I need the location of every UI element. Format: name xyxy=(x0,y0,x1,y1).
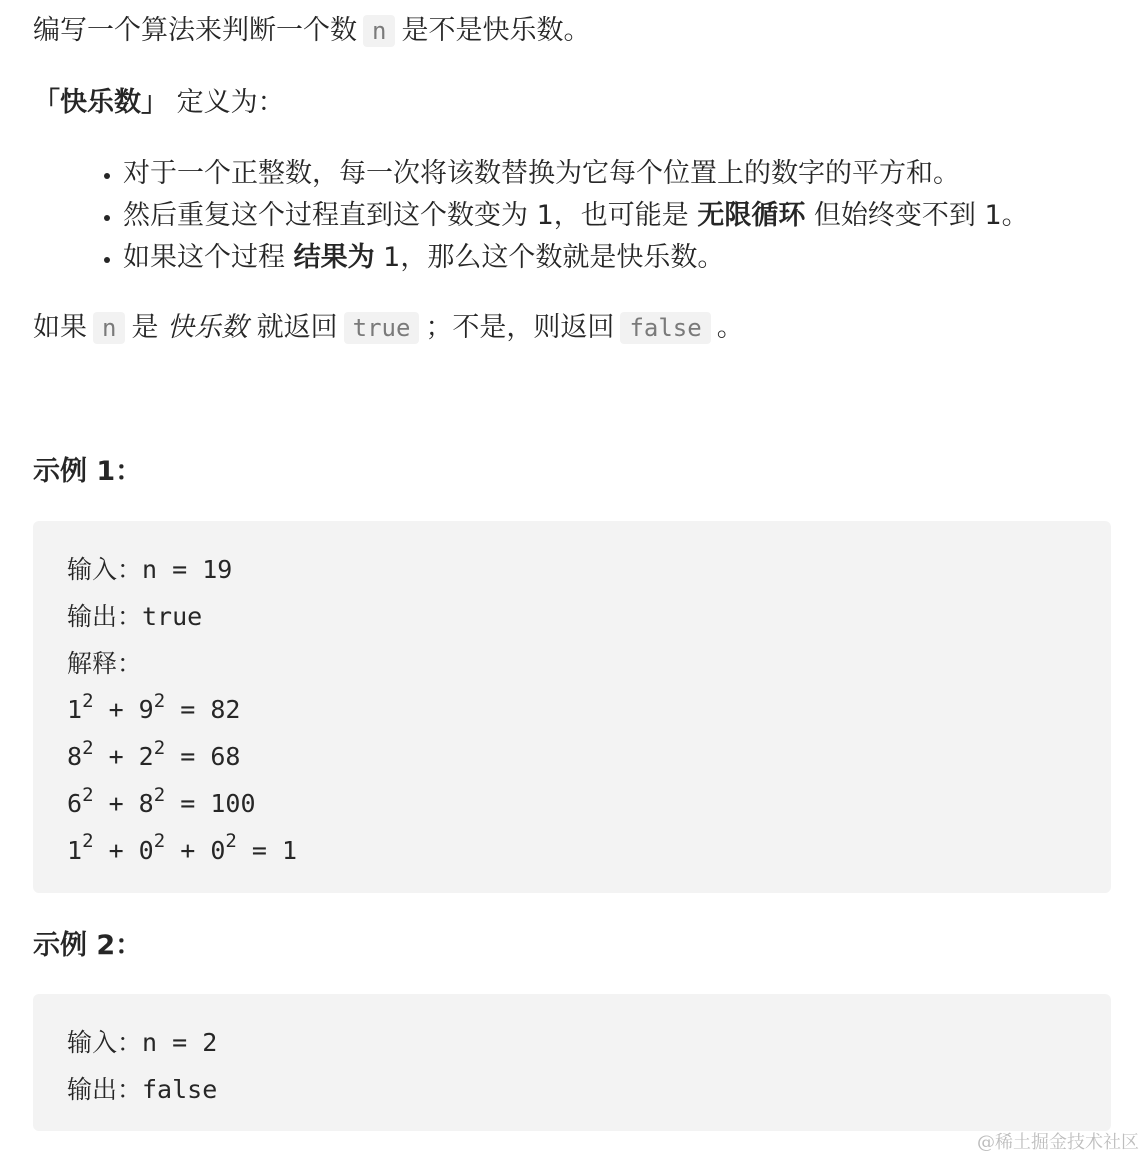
example-1-title: 示例 1： xyxy=(33,456,143,487)
inline-code-n: n xyxy=(93,312,125,344)
list-item: • 然后重复这个过程直到这个数变为 1，也可能是 无限循环 但始终变不到 1。 xyxy=(123,195,1029,237)
explain-steps xyxy=(67,687,1077,874)
bold-result: 结果为 xyxy=(293,242,375,273)
example-explain-label: 解释： xyxy=(67,648,143,678)
exponent: 2 xyxy=(225,830,237,853)
italic-term: 快乐数 xyxy=(167,312,249,343)
exponent: 2 xyxy=(82,690,94,713)
example-1-code-block xyxy=(33,521,1111,893)
explain-step: $8^2 + 2^2 = 68$ xyxy=(67,736,241,772)
example-2-title: 示例 2： xyxy=(33,930,143,961)
exponent: 2 xyxy=(153,783,166,806)
return-paragraph: 如果 n 是 快乐数 就返回 true ；不是，则返回 false 。 xyxy=(33,312,744,343)
intro-paragraph xyxy=(33,11,590,51)
list-item: • 对于一个正整数，每一次将该数替换为它每个位置上的数字的平方和。 xyxy=(123,153,1029,195)
example-input: 输入：n = 2 xyxy=(67,1028,218,1057)
inline-code-n: n xyxy=(363,15,395,47)
bold-infinite-loop: 无限循环 xyxy=(697,200,806,231)
term-happy-number: 「快乐数」 xyxy=(33,87,168,118)
example-2-code-block xyxy=(33,994,1111,1131)
watermark: @稀土掘金技术社区 xyxy=(977,1132,1139,1153)
list-item: • 如果这个过程 结果为 1，那么这个数就是快乐数。 xyxy=(123,237,1029,279)
intro-text: 编写一个算法来判断一个数 xyxy=(33,15,357,46)
inline-code-false: false xyxy=(620,312,710,344)
exponent: 2 xyxy=(82,783,94,806)
example-output: 输出：false xyxy=(67,1074,218,1104)
definition-text: 定义为： xyxy=(176,87,285,118)
explain-step: $1^2 + 9^2 = 82$ xyxy=(67,690,241,725)
explain-step: $6^2 + 8^2 = 100$ xyxy=(67,783,256,818)
explain-step: $1^2 + 0^2 + 0^2 = 1$ xyxy=(67,830,298,865)
exponent: 2 xyxy=(153,736,166,759)
definition-heading xyxy=(33,83,285,123)
exponent: 2 xyxy=(82,830,94,853)
intro-text-end: 是不是快乐数。 xyxy=(401,15,591,46)
example-input: 输入：n = 19 xyxy=(67,555,233,584)
exponent: 2 xyxy=(82,736,94,759)
example-output: 输出：true xyxy=(67,601,203,631)
exponent: 2 xyxy=(153,690,166,713)
inline-code-true: true xyxy=(344,312,420,344)
rules-list xyxy=(33,153,1029,279)
exponent: 2 xyxy=(153,830,166,853)
